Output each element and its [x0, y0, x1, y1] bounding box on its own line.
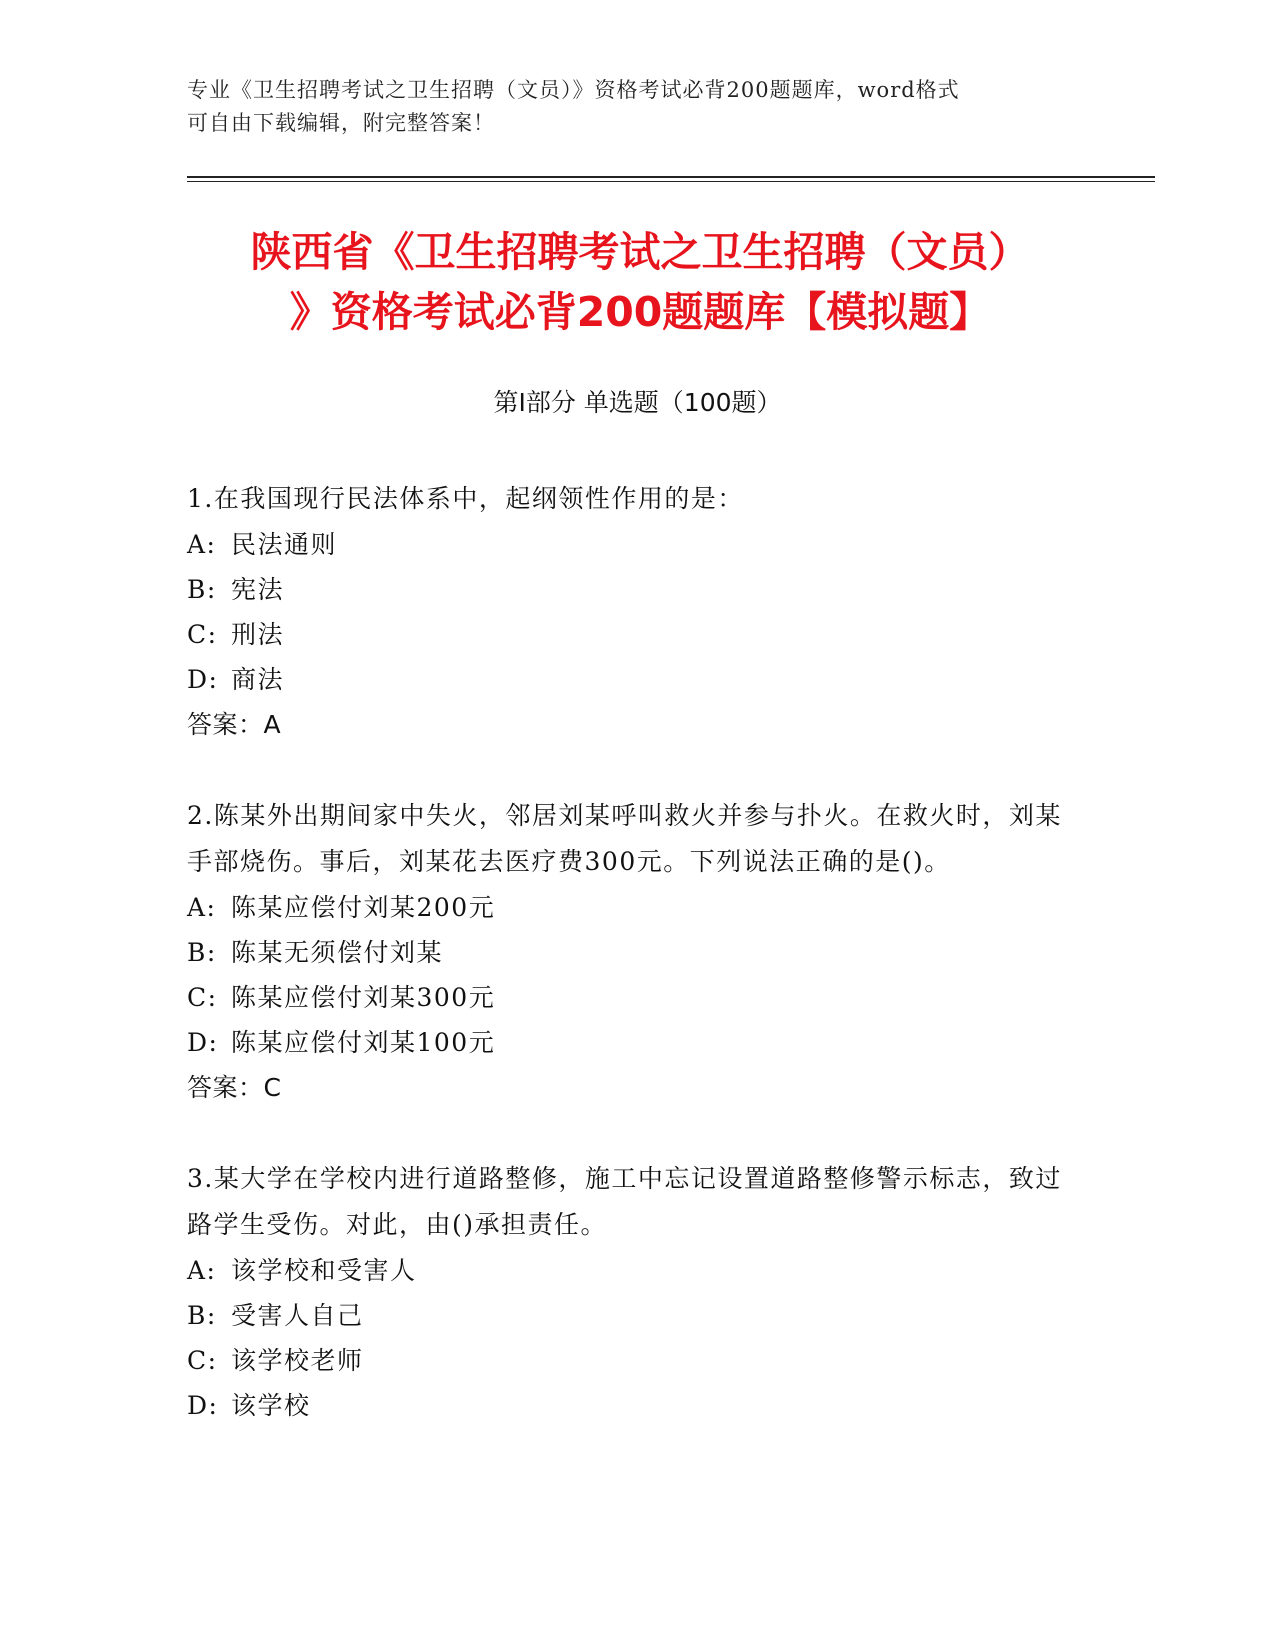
option-key: D: [187, 1391, 219, 1420]
question-option [187, 1020, 1067, 1065]
question-option [187, 1383, 1067, 1428]
question-option [187, 885, 1067, 930]
question-stem: 3.某大学在学校内进行道路整修，施工中忘记设置道路整修警示标志，致过路学生受伤。对此，由()承担责任。 [187, 1164, 1062, 1239]
option-key: B: [187, 938, 217, 967]
question-stem: 2.陈某外出期间家中失火，邻居刘某呼叫救火并参与扑火。在救火时，刘某手部烧伤。事后，刘某花去医疗费300元。下列说法正确的是()。 [187, 801, 1062, 876]
option-text: 受害人自己 [231, 1301, 364, 1330]
header-note-line: 可自由下载编辑，附完整答案！ [187, 111, 495, 135]
question-item [187, 793, 1067, 1110]
question-option [187, 1293, 1067, 1338]
question-stem: 1.在我国现行民法体系中，起纲领性作用的是： [187, 484, 744, 513]
option-key: A: [187, 1256, 217, 1285]
option-key: A: [187, 530, 217, 559]
option-text: 该学校 [231, 1391, 311, 1420]
question-option [187, 567, 1067, 612]
option-text: 该学校和受害人 [231, 1256, 417, 1285]
question-option [187, 930, 1067, 975]
option-key: C: [187, 620, 218, 649]
title-line: 陕西省《卫生招聘考试之卫生招聘（文员） [250, 228, 1030, 276]
option-text: 陈某应偿付刘某200元 [231, 893, 496, 922]
question-option [187, 522, 1067, 567]
question-answer: 答案：C [187, 1073, 282, 1102]
question-item [187, 1156, 1067, 1428]
option-key: D: [187, 665, 219, 694]
option-key: B: [187, 575, 217, 604]
option-key: C: [187, 1346, 218, 1375]
title-line: 》资格考试必背200题题库【模拟题】 [289, 288, 991, 336]
option-text: 商法 [231, 665, 285, 694]
question-option [187, 975, 1067, 1020]
option-key: A: [187, 893, 217, 922]
option-text: 民法通则 [231, 530, 338, 559]
question-answer: 答案：A [187, 710, 282, 739]
header-divider-thin [187, 181, 1155, 182]
header-divider-thick [187, 176, 1155, 178]
document-title [150, 222, 1130, 342]
option-key: D: [187, 1028, 219, 1057]
option-text: 陈某应偿付刘某300元 [231, 983, 496, 1012]
question-option [187, 1248, 1067, 1293]
question-list [187, 476, 1067, 1474]
option-key: B: [187, 1301, 217, 1330]
option-text: 刑法 [231, 620, 285, 649]
option-key: C: [187, 983, 218, 1012]
option-text: 宪法 [231, 575, 285, 604]
header-note-line: 专业《卫生招聘考试之卫生招聘（文员）》资格考试必背200题题库，word格式 [187, 78, 960, 102]
question-option [187, 612, 1067, 657]
option-text: 陈某应偿付刘某100元 [231, 1028, 496, 1057]
section-heading: 第I部分 单选题（100题） [493, 388, 782, 417]
question-item [187, 476, 1067, 747]
question-option [187, 657, 1067, 702]
option-text: 该学校老师 [231, 1346, 364, 1375]
option-text: 陈某无须偿付刘某 [231, 938, 444, 967]
question-option [187, 1338, 1067, 1383]
header-note [187, 74, 1087, 140]
